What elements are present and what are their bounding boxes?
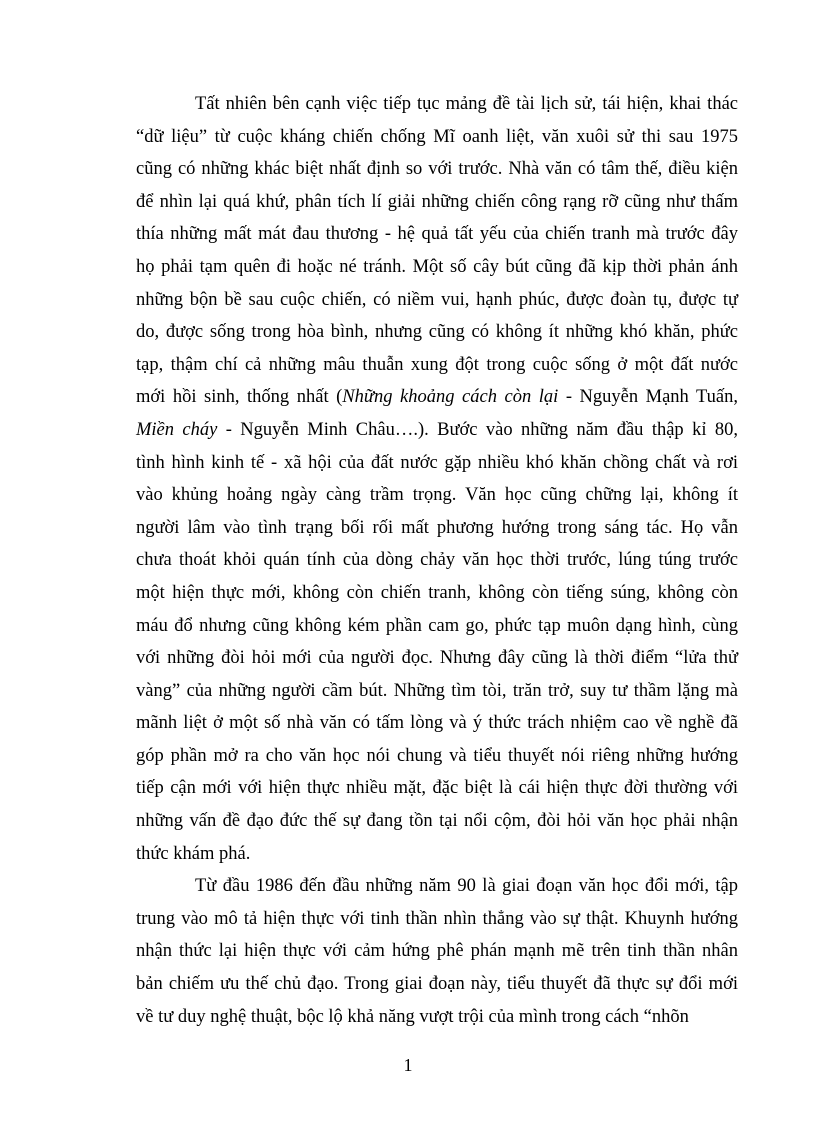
text-segment: mới hồi sinh, thống nhất (	[136, 387, 343, 408]
text-line	[136, 447, 738, 480]
italic-title: Những khoảng cách còn lại	[342, 387, 559, 408]
text-segment: người lâm vào tình trạng bối rối mất phương hướng trong sáng tác. Họ vẫn	[136, 517, 738, 538]
text-segment: một hiện thực mới, không còn chiến tranh, không còn tiếng súng, không còn	[136, 582, 738, 603]
text-line	[136, 707, 738, 740]
text-segment: tình hình kinh tế - xã hội của đất nước gặp nhiều khó khăn chồng chất và rơi	[136, 452, 738, 473]
text-segment: những bộn bề sau cuộc chiến, có niềm vui, hạnh phúc, được đoàn tụ, được tự	[136, 289, 738, 310]
text-line	[136, 675, 738, 708]
text-segment: - Nguyễn Minh Châu….). Bước vào những năm đầu thập kỉ 80,	[217, 419, 738, 440]
text-line	[136, 968, 738, 1001]
text-segment: cũng có những khác biệt nhất định so với trước. Nhà văn có tâm thế, điều kiện	[136, 159, 738, 180]
text-segment: Từ đầu 1986 đến đầu những năm 90 là giai đoạn văn học đổi mới, tập	[195, 876, 738, 897]
text-segment: để nhìn lại quá khứ, phân tích lí giải những chiến công rạng rỡ cũng như thấm	[136, 191, 738, 212]
text-line	[136, 381, 738, 414]
text-line	[136, 218, 738, 251]
text-segment: vàng” của những người cầm bút. Những tìm tòi, trăn trở, suy tư thầm lặng mà	[136, 680, 738, 701]
text-segment: thức khám phá.	[136, 843, 251, 864]
text-line	[136, 479, 738, 512]
text-segment: Tất nhiên bên cạnh việc tiếp tục mảng đề tài lịch sử, tái hiện, khai thác	[195, 94, 738, 114]
paragraph	[136, 88, 738, 870]
paragraph	[136, 870, 738, 1033]
text-segment: trung vào mô tả hiện thực với tinh thần nhìn thẳng vào sự thật. Khuynh hướng	[136, 908, 738, 929]
text-segment: máu đổ nhưng cũng không kém phần cam go, phức tạp muôn dạng hình, cùng	[136, 615, 738, 636]
text-line	[136, 772, 738, 805]
text-line	[136, 870, 738, 903]
text-segment: - Nguyễn Mạnh Tuấn,	[558, 387, 738, 408]
text-segment: nhận thức lại hiện thực với cảm hứng phê phán mạnh mẽ trên tinh thần nhân	[136, 941, 738, 962]
text-line	[136, 316, 738, 349]
text-line	[136, 512, 738, 545]
text-segment: do, được sống trong hòa bình, nhưng cũng có không ít những khó khăn, phức	[136, 322, 738, 343]
text-line	[136, 121, 738, 154]
text-line	[136, 642, 738, 675]
text-line	[136, 610, 738, 643]
text-line	[136, 577, 738, 610]
text-line	[136, 903, 738, 936]
text-segment: họ phải tạm quên đi hoặc né tránh. Một số cây bút cũng đã kịp thời phản ánh	[136, 256, 738, 277]
text-line	[136, 805, 738, 838]
text-segment: tạp, thậm chí cả những mâu thuẫn xung đột trong cuộc sống ở một đất nước	[136, 354, 738, 375]
text-line	[136, 544, 738, 577]
text-segment: bản chiếm ưu thế chủ đạo. Trong giai đoạn này, tiểu thuyết đã thực sự đổi mới	[136, 974, 738, 995]
text-segment: vào khủng hoảng ngày càng trầm trọng. Văn học cũng chững lại, không ít	[136, 485, 738, 506]
text-segment: thía những mất mát đau thương - hệ quả tất yếu của chiến tranh mà trước đây	[136, 224, 738, 245]
text-segment: “dữ liệu” từ cuộc kháng chiến chống Mĩ oanh liệt, văn xuôi sử thi sau 1975	[136, 126, 738, 147]
text-segment: góp phần mở ra cho văn học nói chung và tiểu thuyết nói riêng những hướng	[136, 745, 738, 766]
text-line	[136, 251, 738, 284]
text-line	[136, 153, 738, 186]
text-line	[136, 1001, 738, 1034]
text-segment: về tư duy nghệ thuật, bộc lộ khả năng vượt trội của mình trong cách “nhõn	[136, 1006, 689, 1027]
text-segment: những vấn đề đạo đức thế sự đang tồn tại nổi cộm, đòi hỏi văn học phải nhận	[136, 811, 738, 832]
text-line	[136, 88, 738, 121]
text-segment: tiếp cận mới với hiện thực nhiều mặt, đặc biệt là cái hiện thực đời thường với	[136, 778, 738, 799]
text-line	[136, 838, 738, 871]
text-line	[136, 284, 738, 317]
text-line	[136, 935, 738, 968]
italic-title: Miền cháy	[136, 419, 218, 440]
text-segment: với những đòi hỏi mới của người đọc. Nhưng đây cũng là thời điểm “lửa thử	[136, 648, 738, 669]
text-segment: chưa thoát khỏi quán tính của dòng chảy văn học thời trước, lúng túng trước	[136, 550, 738, 571]
page-number: 1	[403, 1055, 413, 1075]
text-segment: mãnh liệt ở một số nhà văn có tấm lòng và ý thức trách nhiệm cao về nghề đã	[136, 713, 738, 734]
document-body	[136, 88, 738, 1033]
text-line	[136, 740, 738, 773]
text-line	[136, 349, 738, 382]
text-line	[136, 186, 738, 219]
text-line	[136, 414, 738, 447]
